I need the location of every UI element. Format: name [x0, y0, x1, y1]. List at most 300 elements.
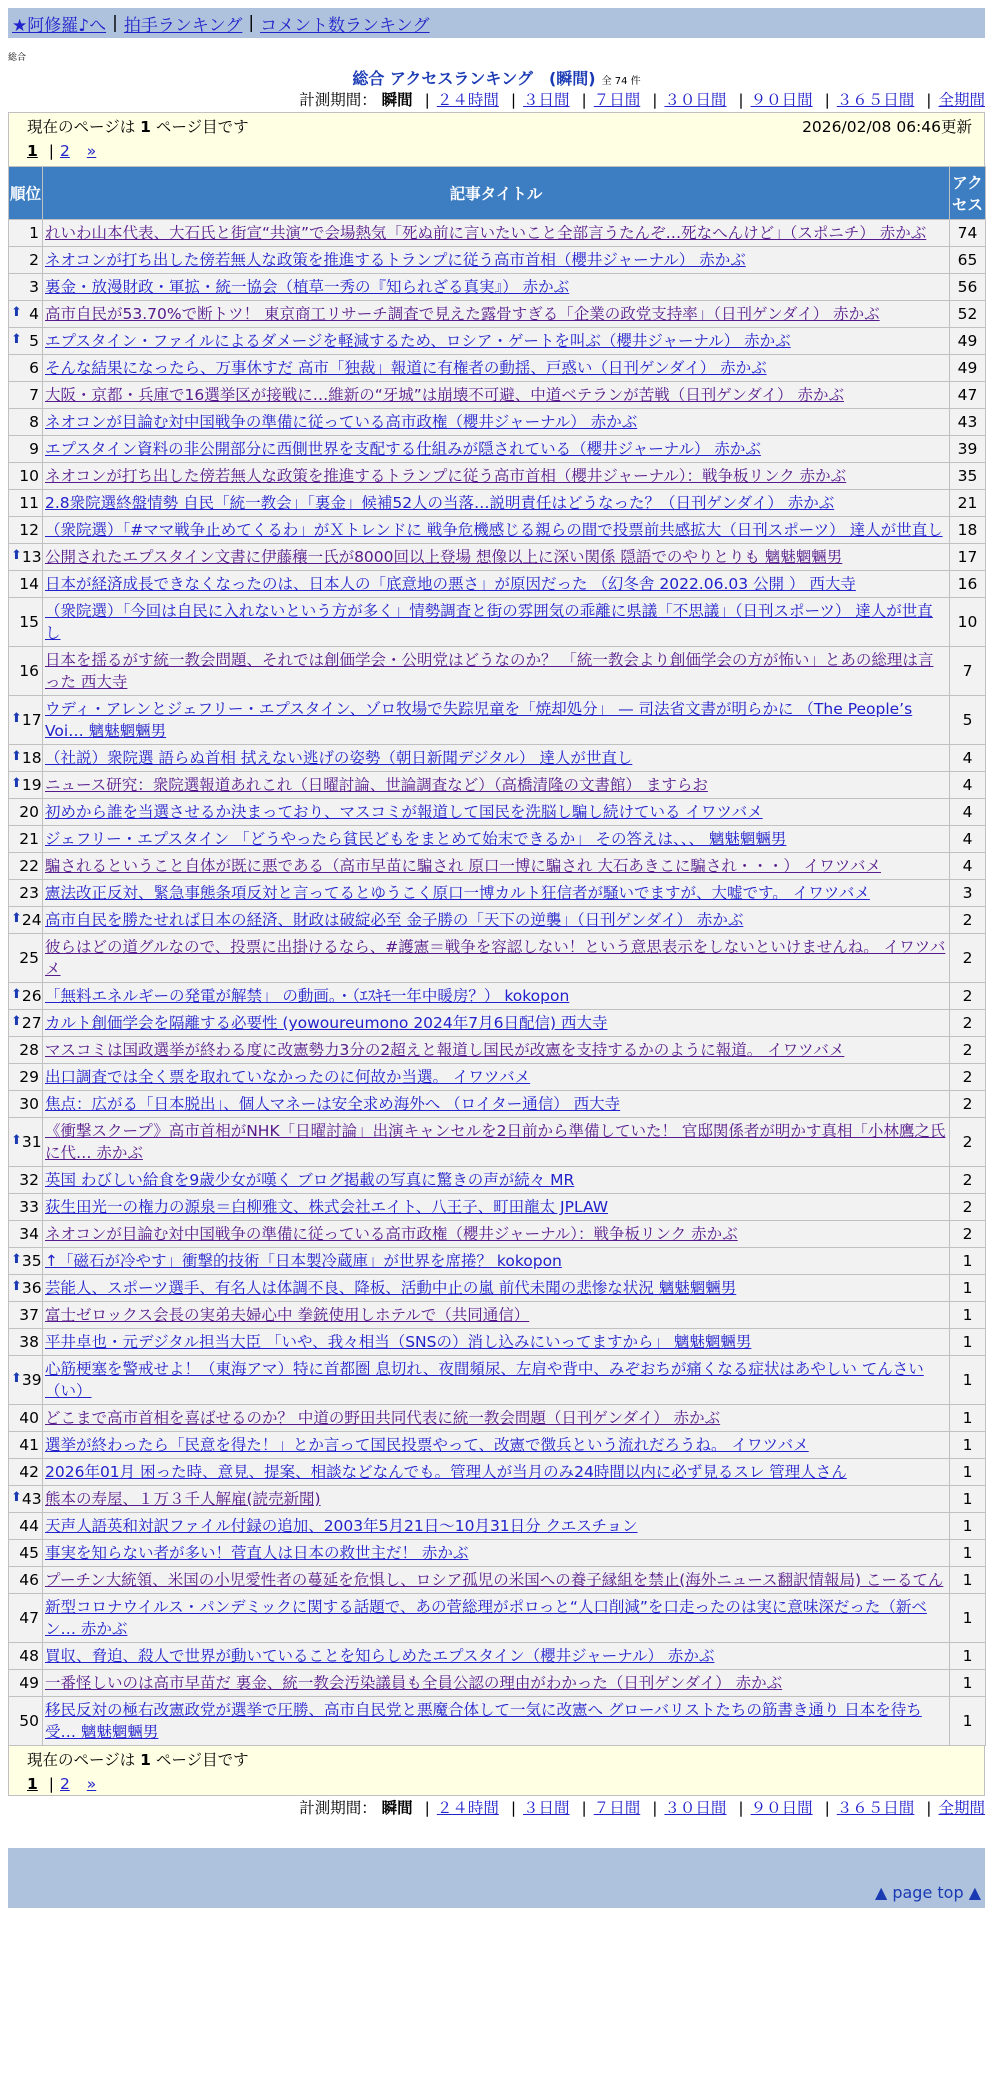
rank-number: 49 — [19, 1674, 39, 1692]
table-row — [9, 382, 986, 409]
rank-number: 45 — [19, 1544, 39, 1562]
rank-cell — [9, 1275, 43, 1302]
rank-cell — [9, 934, 43, 983]
article-title-link[interactable]: 富士ゼロックス会長の実弟夫婦心中 拳銃使用しホテルで（共同通信） — [45, 1306, 530, 1324]
pager-top: 現在のページは 1 ページ目です 2026/02/08 06:46更新 1 | 2 » — [8, 112, 985, 166]
title-cell — [43, 853, 950, 880]
rank-number: 41 — [19, 1436, 39, 1454]
table-row — [9, 1697, 986, 1746]
article-title-link[interactable]: どこまで高市首相を喜ばせるのか？ 中道の野田共同代表に統一教会問題（日刊ゲンダイ） 赤かぶ — [45, 1409, 721, 1427]
title-cell — [43, 934, 950, 983]
access-count: 4 — [950, 772, 986, 799]
access-count: 49 — [950, 328, 986, 355]
col-header-access: アクセス — [950, 167, 986, 220]
access-count: 47 — [950, 382, 986, 409]
article-title-link[interactable]: 新型コロナウイルス・パンデミックに関する話題で、あの菅総理がポロっと“人口削減”を口走ったのは実に意味深だった（新ベン… 赤かぶ — [45, 1598, 927, 1638]
article-title-link[interactable]: プーチン大統領、米国の小児愛性者の蔓延を危惧し、ロシア孤児の米国への養子縁組を禁止(海外ニュース翻訳情報局) こーるてん — [45, 1571, 944, 1589]
period-link-24h[interactable]: ２４時間 — [436, 91, 499, 109]
access-count: 2 — [950, 1167, 986, 1194]
title-cell — [43, 1513, 950, 1540]
rank-number: 36 — [21, 1279, 42, 1297]
article-title-link[interactable]: エプスタイン・ファイルによるダメージを軽減するため、ロシア・ゲートを叫ぶ（櫻井ジャーナル） 赤かぶ — [45, 332, 791, 350]
rank-number: 27 — [21, 1014, 42, 1032]
access-count: 1 — [950, 1405, 986, 1432]
period-link-30d[interactable]: ３０日間 — [664, 1799, 727, 1817]
rank-number: 33 — [19, 1198, 39, 1216]
rank-cell — [9, 1167, 43, 1194]
title-cell — [43, 1275, 950, 1302]
rank-cell — [9, 1513, 43, 1540]
rank-cell — [9, 544, 43, 571]
access-count: 2 — [950, 1194, 986, 1221]
article-title-link[interactable]: 荻生田光一の権力の源泉＝白柳雅文、株式会社エイト、八王子、町田龍太 JPLAW — [45, 1198, 609, 1216]
title-cell — [43, 907, 950, 934]
rank-up-arrow-icon: ⬆ — [11, 1133, 22, 1148]
access-count: 2 — [950, 983, 986, 1010]
title-cell — [43, 1643, 950, 1670]
page-link-current[interactable]: 1 — [27, 142, 38, 160]
rank-cell — [9, 1329, 43, 1356]
access-count: 49 — [950, 355, 986, 382]
article-title-link[interactable]: 天声人語英和対訳ファイル付録の追加、2003年5月21日～10月31日分 クエスチョン — [45, 1517, 638, 1535]
access-count: 21 — [950, 490, 986, 517]
nav-link-asyura[interactable]: ★阿修羅♪へ — [12, 15, 107, 36]
table-row — [9, 826, 986, 853]
article-title-link[interactable]: エプスタイン資料の非公開部分に西側世界を支配する仕組みが隠されている（櫻井ジャーナル） 赤かぶ — [45, 440, 761, 458]
title-cell — [43, 826, 950, 853]
table-row — [9, 328, 986, 355]
table-row — [9, 247, 986, 274]
table-row — [9, 1248, 986, 1275]
table-row — [9, 220, 986, 247]
rank-cell — [9, 1432, 43, 1459]
article-title-link[interactable]: ネオコンが目論む対中国戦争の準備に従っている高市政権（櫻井ジャーナル） 赤かぶ — [45, 413, 638, 431]
title-cell — [43, 1594, 950, 1643]
article-title-link[interactable]: 一番怪しいのは高市早苗だ 裏金、統一教会汚染議員も全員公認の理由がわかった（日刊ゲンダイ） 赤かぶ — [45, 1674, 783, 1692]
title-cell — [43, 1091, 950, 1118]
article-title-link[interactable]: 選挙が終わったら「民意を得た！」とか言って国民投票やって、改憲で徴兵という流れだろうね。 イワツバメ — [45, 1436, 809, 1454]
period-link-7d[interactable]: ７日間 — [593, 1799, 641, 1817]
access-count: 2 — [950, 907, 986, 934]
article-title-link[interactable]: 事実を知らない者が多い！菅直人は日本の救世主だ！ 赤かぶ — [45, 1544, 469, 1562]
access-count: 1 — [950, 1567, 986, 1594]
table-row — [9, 1513, 986, 1540]
article-title-link[interactable]: 大阪・京都・兵庫で16選挙区が接戦に…維新の“牙城”は崩壊不可避、中道ベテランが苦戦（日刊ゲンダイ） 赤かぶ — [45, 386, 844, 404]
rank-cell — [9, 1670, 43, 1697]
article-title-link[interactable]: 彼らはどの道グルなので、投票に出掛けるなら、#護憲＝戦争を容認しない！という意思表示をしないといけませんね。 イワツバメ — [45, 938, 946, 978]
title-cell — [43, 745, 950, 772]
article-title-link[interactable]: 芸能人、スポーツ選手、有名人は体調不良、降板、活動中止の嵐 前代未聞の悲惨な状況 魑魅魍魎男 — [45, 1279, 737, 1297]
rank-up-arrow-icon: ⬆ — [11, 548, 22, 563]
page-link-2[interactable]: 2 — [59, 1775, 70, 1793]
article-title-link[interactable]: 《衝撃スクープ》高市首相がNHK「日曜討論」出演キャンセルを2日前から準備していた！ 官邸関係者が明かす真相「小林鷹之氏に代… 赤かぶ — [45, 1122, 946, 1162]
rank-number: 19 — [21, 776, 42, 794]
table-row — [9, 598, 986, 647]
page-title: 総合 アクセスランキング (瞬間) — [352, 69, 596, 88]
rank-number: 35 — [21, 1252, 42, 1270]
title-cell — [43, 544, 950, 571]
title-cell — [43, 247, 950, 274]
rank-number: 31 — [21, 1133, 42, 1151]
period-link-90d[interactable]: ９０日間 — [750, 91, 813, 109]
nav-link-applause-ranking[interactable]: 拍手ランキング — [123, 15, 243, 36]
ranking-table — [8, 166, 986, 1746]
article-title-link[interactable]: 初めから誰を当選させるか決まっており、マスコミが報道して国民を洗脳し騙し続けている イワツバメ — [45, 803, 763, 821]
table-row — [9, 1064, 986, 1091]
rank-cell — [9, 247, 43, 274]
article-title-link[interactable]: カルト創価学会を隔離する必要性 (yowoureumono 2024年7月6日配信) 西大寺 — [45, 1014, 608, 1032]
rank-number: 6 — [29, 359, 39, 377]
access-count: 4 — [950, 853, 986, 880]
period-link-3d[interactable]: ３日間 — [523, 91, 570, 109]
article-title-link[interactable]: 買収、脅迫、殺人で世界が動いていることを知らしめたエプスタイン（櫻井ジャーナル） 赤かぶ — [45, 1647, 715, 1665]
article-title-link[interactable]: 2026年01月 困った時、意見、提案、相談などなんでも。管理人が当月のみ24時間以内に必ず見るスレ 管理人さん — [45, 1463, 847, 1481]
rank-up-arrow-icon: ⬆ — [11, 749, 22, 764]
rank-cell — [9, 1540, 43, 1567]
article-title-link[interactable]: 騙されるということ自体が既に悪である（高市早苗に騙され 原口一博に騙され 大石あきこに騙され・・・） イワツバメ — [45, 857, 881, 875]
title-cell — [43, 1302, 950, 1329]
title-cell — [43, 1118, 950, 1167]
table-row — [9, 436, 986, 463]
period-link-365d[interactable]: ３６５日間 — [836, 1799, 915, 1817]
rank-number: 50 — [19, 1712, 39, 1730]
access-count: 1 — [950, 1513, 986, 1540]
rank-number: 5 — [29, 332, 39, 350]
section-label: 総合 — [8, 53, 27, 63]
table-row — [9, 463, 986, 490]
rank-cell — [9, 1643, 43, 1670]
article-title-link[interactable]: 高市自民を勝たせれば日本の経済、財政は破綻必至 金子勝の「天下の逆襲」（日刊ゲンダイ） 赤かぶ — [45, 911, 744, 929]
title-cell — [43, 1194, 950, 1221]
table-row — [9, 853, 986, 880]
title-cell — [43, 696, 950, 745]
article-title-link[interactable]: （衆院選）「#ママ戦争止めてくるわ」がＸトレンドに 戦争危機感じる親らの間で投票前共感拡大（日刊スポーツ） 達人が世直し — [45, 521, 943, 539]
rank-number: 30 — [19, 1095, 39, 1113]
article-title-link[interactable]: 公開されたエプスタイン文書に伊藤穰一氏が8000回以上登場 想像以上に深い関係 隠語でのやりとりも 魑魅魍魎男 — [45, 548, 843, 566]
table-row — [9, 934, 986, 983]
table-row — [9, 1037, 986, 1064]
article-title-link[interactable]: そんな結果になったら、万事休すだ 高市「独裁」報道に有権者の動揺、戸惑い（日刊ゲンダイ） 赤かぶ — [45, 359, 767, 377]
article-title-link[interactable]: ジェフリー・エプスタイン 「どうやったら貧民どもをまとめて始末できるか」 その答えは、、、 魑魅魍魎男 — [45, 830, 787, 848]
title-cell — [43, 1432, 950, 1459]
access-count: 1 — [950, 1329, 986, 1356]
access-count: 35 — [950, 463, 986, 490]
rank-cell — [9, 1567, 43, 1594]
rank-number: 22 — [19, 857, 39, 875]
table-row — [9, 274, 986, 301]
rank-number: 11 — [19, 494, 39, 512]
rank-up-arrow-icon: ⬆ — [11, 1371, 22, 1386]
title-cell — [43, 1697, 950, 1746]
table-row — [9, 1643, 986, 1670]
page-status: 現在のページは 1 ページ目です — [27, 118, 249, 136]
article-title-link[interactable]: ネオコンが打ち出した傍若無人な政策を推進するトランプに従う高市首相（櫻井ジャーナル） 赤かぶ — [45, 251, 746, 269]
table-row — [9, 799, 986, 826]
rank-number: 9 — [29, 440, 39, 458]
access-count: 4 — [950, 826, 986, 853]
title-cell — [43, 1064, 950, 1091]
table-row — [9, 1486, 986, 1513]
table-row — [9, 1356, 986, 1405]
article-title-link[interactable]: 平井卓也・元デジタル担当大臣 「いや、我々相当（SNSの）消し込みにいってますから」 魑魅魍魎男 — [45, 1333, 752, 1351]
table-row — [9, 745, 986, 772]
title-cell — [43, 301, 950, 328]
article-title-link[interactable]: 憲法改正反対、緊急事態条項反対と言ってるとゆうこく原口一博カルト狂信者が騒いでますが、大嘘です。 イワツバメ — [45, 884, 870, 902]
period-link-24h[interactable]: ２４時間 — [436, 1799, 499, 1817]
access-count: 3 — [950, 880, 986, 907]
period-link-all[interactable]: 全期間 — [938, 91, 985, 109]
rank-cell — [9, 274, 43, 301]
table-row — [9, 544, 986, 571]
article-title-link[interactable]: マスコミは国政選挙が終わる度に改憲勢力3分の2超えと報道し国民が改憲を支持するかのように報道。 イワツバメ — [45, 1041, 845, 1059]
access-count: 18 — [950, 517, 986, 544]
page-next-link[interactable]: » — [86, 1775, 97, 1793]
rank-cell — [9, 983, 43, 1010]
rank-cell — [9, 907, 43, 934]
title-cell — [43, 328, 950, 355]
article-title-link[interactable]: ↑「磁石が冷やす」衝撃的技術「日本製冷蔵庫」が世界を席捲？ kokopon — [45, 1252, 562, 1270]
article-title-link[interactable]: 日本が経済成長できなくなったのは、日本人の「底意地の悪さ」が原因だった （幻冬舎 2022.06.03 公開 ） 西大寺 — [45, 575, 856, 593]
page-top-bar — [8, 1878, 985, 1908]
nav-separator: | — [248, 13, 255, 33]
article-title-link[interactable]: 焦点：広がる「日本脱出」、個人マネーは安全求め海外へ （ロイター通信） 西大寺 — [45, 1095, 621, 1113]
title-cell — [43, 1486, 950, 1513]
access-count: 43 — [950, 409, 986, 436]
title-cell — [43, 1037, 950, 1064]
rank-up-arrow-icon: ⬆ — [11, 911, 22, 926]
rank-number: 14 — [19, 575, 39, 593]
rank-cell — [9, 853, 43, 880]
access-count: 10 — [950, 598, 986, 647]
access-count: 39 — [950, 436, 986, 463]
article-title-link[interactable]: 2.8衆院選終盤情勢 自民「統一教会」「裏金」候補52人の当落…説明責任はどうなった？（日刊ゲンダイ） 赤かぶ — [45, 494, 835, 512]
rank-number: 21 — [19, 830, 39, 848]
title-cell — [43, 880, 950, 907]
article-title-link[interactable]: ウディ・アレンとジェフリー・エプスタイン、ゾロ牧場で失踪児童を「焼却処分」 — 司法省文書が明らかに （The People’s Voi… 魑魅魍魎男 — [45, 700, 913, 740]
title-cell — [43, 1540, 950, 1567]
rank-cell — [9, 1697, 43, 1746]
access-count: 1 — [950, 1459, 986, 1486]
table-row — [9, 647, 986, 696]
article-title-link[interactable]: 出口調査では全く票を取れていなかったのに何故か当選。 イワツバメ — [45, 1068, 531, 1086]
article-title-link[interactable]: 「無料エネルギーの発電が解禁」 の動画。・（ｴｽｷﾓ一年中暖房？） kokopon — [45, 987, 570, 1005]
page-next-link[interactable]: » — [86, 142, 97, 160]
title-cell — [43, 1567, 950, 1594]
access-count: 1 — [950, 1540, 986, 1567]
rank-number: 46 — [19, 1571, 39, 1589]
rank-cell — [9, 463, 43, 490]
rank-number: 24 — [21, 911, 42, 929]
rank-number: 47 — [19, 1609, 39, 1627]
rank-cell — [9, 647, 43, 696]
ranking-rows — [9, 220, 986, 1746]
title-cell — [43, 571, 950, 598]
article-title-link[interactable]: ニュース研究：衆院選報道あれこれ（日曜討論、世論調査など）（高橋清隆の文書館） ますらお — [45, 776, 708, 794]
title-cell — [43, 355, 950, 382]
rank-cell — [9, 1405, 43, 1432]
page-link-2[interactable]: 2 — [59, 142, 70, 160]
table-row — [9, 1010, 986, 1037]
rank-cell — [9, 1221, 43, 1248]
table-row — [9, 1567, 986, 1594]
table-row — [9, 409, 986, 436]
rank-up-arrow-icon: ⬆ — [11, 776, 22, 791]
nav-link-comment-ranking[interactable]: コメント数ランキング — [260, 15, 430, 36]
rank-number: 2 — [29, 251, 39, 269]
rank-number: 18 — [21, 749, 42, 767]
rank-cell — [9, 1248, 43, 1275]
col-header-rank: 順位 — [9, 167, 43, 220]
period-link-all[interactable]: 全期間 — [938, 1799, 985, 1817]
article-title-link[interactable]: （社説）衆院選 語らぬ首相 拭えない逃げの姿勢（朝日新聞デジタル） 達人が世直し — [45, 749, 633, 767]
rank-number: 23 — [19, 884, 39, 902]
rank-up-arrow-icon: ⬆ — [11, 1490, 22, 1505]
table-row — [9, 880, 986, 907]
rank-up-arrow-icon: ⬆ — [11, 987, 22, 1002]
period-link-90d[interactable]: ９０日間 — [750, 1799, 813, 1817]
title-cell — [43, 772, 950, 799]
rank-number: 43 — [21, 1490, 42, 1508]
rank-cell — [9, 490, 43, 517]
access-count: 1 — [950, 1275, 986, 1302]
table-row — [9, 1432, 986, 1459]
rank-up-arrow-icon: ⬆ — [11, 1252, 22, 1267]
rank-number: 25 — [19, 949, 39, 967]
article-title-link[interactable]: 日本を揺るがす統一教会問題、それでは創価学会・公明党はどうなのか？ 「統一教会より創価学会の方が怖い」とあの総理は言った 西大寺 — [45, 651, 934, 691]
total-count: 全 74 件 — [601, 76, 641, 87]
access-count: 1 — [950, 1643, 986, 1670]
rank-cell — [9, 571, 43, 598]
access-count: 16 — [950, 571, 986, 598]
article-title-link[interactable]: 高市自民が53.70%で断トツ！ 東京商工リサーチ調査で見えた露骨すぎる「企業の政党支持率」（日刊ゲンダイ） 赤かぶ — [45, 305, 880, 323]
article-title-link[interactable]: ネオコンが打ち出した傍若無人な政策を推進するトランプに従う高市首相（櫻井ジャーナル）：戦争板リンク 赤かぶ — [45, 467, 847, 485]
rank-number: 10 — [19, 467, 39, 485]
period-current: 瞬間 — [381, 91, 413, 109]
nav-separator: | — [112, 13, 118, 33]
rank-cell — [9, 826, 43, 853]
table-row — [9, 772, 986, 799]
article-title-link[interactable]: 心筋梗塞を警戒せよ！（東海アマ）特に首都圏 息切れ、夜間頻尿、左肩や背中、みぞおちが痛くなる症状はあやしい てんさい（い） — [45, 1360, 924, 1400]
table-row — [9, 490, 986, 517]
rank-cell — [9, 301, 43, 328]
table-row — [9, 1405, 986, 1432]
rank-up-arrow-icon: ⬆ — [11, 1014, 22, 1029]
title-cell — [43, 1670, 950, 1697]
period-link-365d[interactable]: ３６５日間 — [836, 91, 915, 109]
period-current: 瞬間 — [381, 1799, 413, 1817]
table-row — [9, 907, 986, 934]
rank-cell — [9, 1459, 43, 1486]
rank-number: 44 — [19, 1517, 39, 1535]
rank-cell — [9, 1194, 43, 1221]
access-count: 2 — [950, 934, 986, 983]
table-row — [9, 1221, 986, 1248]
rank-number: 4 — [29, 305, 39, 323]
rank-number: 48 — [19, 1647, 39, 1665]
access-count: 2 — [950, 1010, 986, 1037]
article-title-link[interactable]: 英国 わびしい給食を9歳少女が嘆く ブログ掲載の写真に驚きの声が続々 MR — [45, 1171, 575, 1189]
title-cell — [43, 436, 950, 463]
title-cell — [43, 598, 950, 647]
access-count: 52 — [950, 301, 986, 328]
table-row — [9, 1459, 986, 1486]
rank-number: 13 — [21, 548, 42, 566]
rank-cell — [9, 772, 43, 799]
title-cell — [43, 1248, 950, 1275]
access-count: 2 — [950, 1091, 986, 1118]
rank-cell — [9, 1091, 43, 1118]
rank-number: 15 — [19, 613, 39, 631]
rank-number: 17 — [21, 711, 42, 729]
rank-cell — [9, 598, 43, 647]
title-cell — [43, 1010, 950, 1037]
rank-cell — [9, 1064, 43, 1091]
access-count: 1 — [950, 1356, 986, 1405]
title-cell — [43, 1459, 950, 1486]
rank-number: 3 — [29, 278, 39, 296]
access-count: 2 — [950, 1221, 986, 1248]
access-count: 65 — [950, 247, 986, 274]
rank-number: 26 — [21, 987, 42, 1005]
article-title-link[interactable]: 移民反対の極右改憲政党が選挙で圧勝、高市自民党と悪魔合体して一気に改憲へ グローバリストたちの筋書き通り 日本を待ち受… 魑魅魍魎男 — [45, 1701, 922, 1741]
table-row — [9, 1302, 986, 1329]
title-cell — [43, 1356, 950, 1405]
table-row — [9, 1167, 986, 1194]
access-count: 1 — [950, 1670, 986, 1697]
table-row — [9, 1194, 986, 1221]
table-row — [9, 571, 986, 598]
title-cell — [43, 647, 950, 696]
article-title-link[interactable]: 熊本の寿屋、１万３千人解雇(読売新聞) — [45, 1490, 321, 1508]
table-row — [9, 1275, 986, 1302]
period-label: 計測期間： — [299, 91, 377, 109]
rank-cell — [9, 696, 43, 745]
period-link-3d[interactable]: ３日間 — [523, 1799, 570, 1817]
article-title-link[interactable]: れいわ山本代表、大石氏と街宣“共演”で会場熱気「死ぬ前に言いたいこと全部言うたんぞ…死なへんけど」（スポニチ） 赤かぶ — [45, 224, 927, 242]
rank-cell — [9, 220, 43, 247]
rank-cell — [9, 799, 43, 826]
title-cell — [43, 220, 950, 247]
article-title-link[interactable]: 裏金・放漫財政・軍拡・統一協会（植草一秀の『知られざる真実』） 赤かぶ — [45, 278, 570, 296]
period-link-30d[interactable]: ３０日間 — [664, 91, 727, 109]
article-title-link[interactable]: （衆院選）「今回は自民に入れないという方が多く」情勢調査と街の雰囲気の乖離に県議「不思議」（日刊スポーツ） 達人が世直し — [45, 602, 933, 642]
access-count: 2 — [950, 1118, 986, 1167]
page-top-link[interactable]: ▲ page top ▲ — [874, 1883, 981, 1902]
title-cell — [43, 409, 950, 436]
page-heading — [0, 66, 993, 88]
table-row — [9, 301, 986, 328]
rank-up-arrow-icon: ⬆ — [11, 305, 22, 320]
title-cell — [43, 1329, 950, 1356]
period-link-7d[interactable]: ７日間 — [593, 91, 641, 109]
updated-timestamp: 2026/02/08 06:46更新 — [802, 118, 972, 136]
access-count: 1 — [950, 1302, 986, 1329]
access-count: 1 — [950, 1248, 986, 1275]
rank-number: 29 — [19, 1068, 39, 1086]
rank-up-arrow-icon: ⬆ — [11, 711, 22, 726]
rank-cell — [9, 1010, 43, 1037]
access-count: 74 — [950, 220, 986, 247]
rank-cell — [9, 328, 43, 355]
pager-bottom: 現在のページは 1 ページ目です 1 | 2 » — [8, 1746, 985, 1796]
rank-cell — [9, 436, 43, 463]
table-row — [9, 1118, 986, 1167]
article-title-link[interactable]: ネオコンが目論む対中国戦争の準備に従っている高市政権（櫻井ジャーナル）：戦争板リンク 赤かぶ — [45, 1225, 738, 1243]
rank-up-arrow-icon: ⬆ — [11, 1279, 22, 1294]
table-row — [9, 696, 986, 745]
page-status: 現在のページは 1 ページ目です — [27, 1751, 249, 1769]
page-link-current[interactable]: 1 — [27, 1775, 38, 1793]
